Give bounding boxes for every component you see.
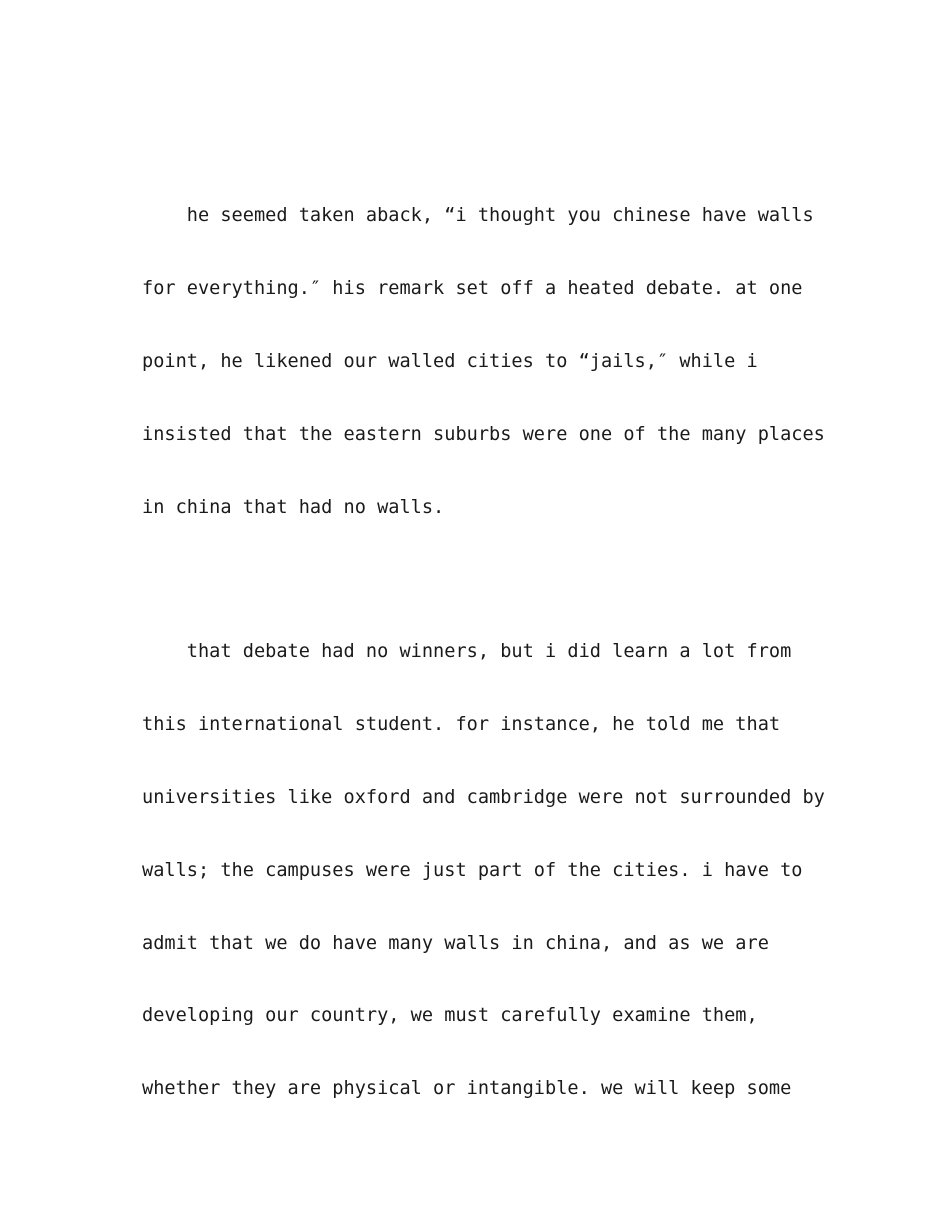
- text-line: this international student. for instance, he told me that: [142, 714, 781, 735]
- text-line: for everything.″ his remark set off a heated debate. at one: [142, 278, 803, 299]
- text-line: walls; the campuses were just part of the cities. i have to: [142, 860, 803, 881]
- text-line: universities like oxford and cambridge were not surrounded by: [142, 787, 825, 808]
- text-line: in china that had no walls.: [142, 497, 445, 518]
- text-line: that debate had no winners, but i did learn a lot from: [142, 641, 792, 662]
- text-line: admit that we do have many walls in china, and as we are: [142, 933, 769, 954]
- text-line: point, he likened our walled cities to “jails,″ while i: [142, 351, 758, 372]
- text-line: developing our country, we must carefully examine them,: [142, 1005, 758, 1026]
- text-line: whether they are physical or intangible. we will keep some: [142, 1078, 792, 1099]
- text-line: insisted that the eastern suburbs were one of the many places: [142, 424, 825, 445]
- text-line: he seemed taken aback, “i thought you chinese have walls: [142, 205, 814, 226]
